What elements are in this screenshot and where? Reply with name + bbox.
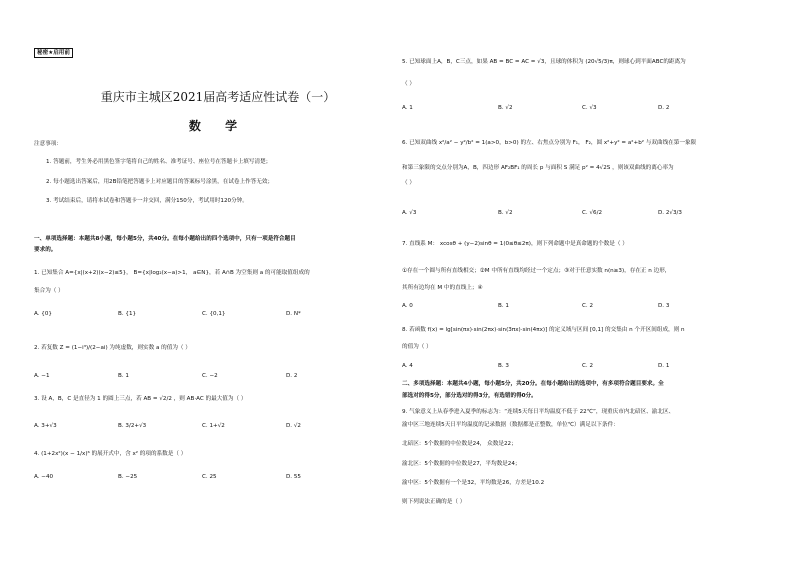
- q7-option-a[interactable]: A. 0: [402, 303, 413, 309]
- q1-stem-2: 集合为（ ）: [34, 288, 64, 294]
- q2-option-c[interactable]: C. −2: [202, 373, 218, 379]
- q1-option-b[interactable]: B. {1}: [118, 311, 137, 317]
- q3-option-d[interactable]: D. √2: [286, 423, 301, 429]
- q7-stem-2: ①存在一个圆与所有直线相交；②M 中所有直线均经过一个定点；③对于任意实数 n(n≥3)，存在正 n 边形，: [402, 268, 671, 274]
- confidential-badge: 秘密★启用前: [34, 48, 73, 58]
- q5-option-c[interactable]: C. √3: [582, 105, 597, 111]
- q3-option-b[interactable]: B. 3/2+√3: [118, 423, 147, 429]
- q7-option-b[interactable]: B. 1: [498, 303, 509, 309]
- q1-stem: 1. 已知集合 A={x|(x+2)(x−2)≤5}， B={x|log₂(x−a)>1， a∈N}，若 A∩B 为空集则 a 的可能取值组成的: [34, 270, 310, 276]
- q6-stem-3: （ ）: [402, 180, 415, 186]
- q1-option-d[interactable]: D. N*: [286, 311, 301, 317]
- subject-title: 数 学: [188, 119, 248, 133]
- left-column: [0, 0, 386, 561]
- note-3: 3. 考试结束后，请将本试卷和答题卡一并交回，满分150分，考试用时120分钟。: [46, 198, 248, 204]
- q2-option-d[interactable]: D. 2: [286, 373, 298, 379]
- note-2: 2. 每小题选出答案后，用2B铅笔把答题卡上对应题目的答案标号涂黑，在试卷上作答无效；: [46, 179, 274, 185]
- q5-option-d[interactable]: D. 2: [658, 105, 670, 111]
- q6-option-b[interactable]: B. √2: [498, 210, 513, 216]
- q6-option-d[interactable]: D. 2√3/3: [658, 210, 682, 216]
- q7-stem-3: 其所有边均在 M 中的直线上；④: [402, 285, 483, 291]
- q3-option-a[interactable]: A. 3+√3: [34, 423, 57, 429]
- q4-option-c[interactable]: C. 25: [202, 474, 217, 480]
- q9-stem: 9. 气象意义上从春季进入夏季的标志为：“连续5天每日平均温度不低于 22℃”，现重庆市内北碚区、渝北区、: [402, 409, 675, 415]
- q2-option-b[interactable]: B. 1: [118, 373, 129, 379]
- q2-option-a[interactable]: A. −1: [34, 373, 50, 379]
- q8-stem: 8. 若函数 f(x) = lg[sin(πx)·sin(2πx)·sin(3πx)·sin(4πx)] 的定义域与区间 [0,1] 的交集由 n 个开区间组成，则 n: [402, 327, 685, 333]
- note-1: 1. 答题前，考生务必用黑色签字笔将自己的姓名、准考证号、座位号在答题卡上填写清楚；: [46, 159, 272, 165]
- q8-option-b[interactable]: B. 3: [498, 363, 509, 369]
- q6-stem: 6. 已知双曲线 x²/a² − y²/b² = 1(a>0，b>0) 的左、右焦点分别为 F₁， F₂，圆 x²+y² = a²+b² 与双曲线在第一象限: [402, 140, 697, 146]
- q4-option-a[interactable]: A. −40: [34, 474, 54, 480]
- q4-option-b[interactable]: B. −25: [118, 474, 138, 480]
- notes-heading: 注意事项：: [34, 141, 62, 147]
- q5-option-b[interactable]: B. √2: [498, 105, 513, 111]
- q9-data-yuzhong: 渝中区：5个数据有一个是32，平均数是26，方差是10.2: [402, 480, 545, 486]
- q9-stem-2: 渝中区三地连续5天日平均温度的记录数据（数据都是正整数，单位℃）满足以下条件：: [402, 422, 619, 428]
- q4-option-d[interactable]: D. 55: [286, 474, 301, 480]
- q9-data-yubei: 渝北区：5个数据的中位数是27，平均数是24；: [402, 461, 521, 467]
- q2-stem: 2. 若复数 Z = (1−i³)/(2−ai) 为纯虚数，则实数 a 的值为（ ）: [34, 345, 191, 351]
- q3-option-c[interactable]: C. 1+√2: [202, 423, 225, 429]
- q9-data-beibei: 北碚区：5个数据的中位数是24， 众数是22；: [402, 441, 517, 447]
- q6-option-a[interactable]: A. √3: [402, 210, 417, 216]
- q1-option-a[interactable]: A. {0}: [34, 311, 52, 317]
- q8-stem-2: 的值为（ ）: [402, 344, 432, 350]
- q3-stem: 3. 设 A，B，C 是直径为 1 的圆上三点，若 AB = √2/2 ，则 AB·AC 的最大值为（ ）: [34, 396, 247, 402]
- q7-option-d[interactable]: D. 3: [658, 303, 670, 309]
- exam-title: 重庆市主城区2021届高考适应性试卷（一）: [100, 90, 336, 104]
- q5-option-a[interactable]: A. 1: [402, 105, 413, 111]
- section1-line1: 一、单项选择题：本题共8小题，每小题5分，共40分。在每小题给出的四个选项中，只有一项是符合题目: [34, 236, 296, 242]
- q5-stem: 5. 已知球面上A，B，C三点，如果 AB = BC = AC = √3，且球的体积为 (20√5/3)π，则球心到平面ABC的距离为: [402, 59, 686, 65]
- q4-stem: 4. (1+2x²)(x − 1/x)⁶ 的展开式中，含 x² 的项的系数是（ ）: [34, 451, 187, 457]
- section1-line2: 要求的。: [34, 247, 57, 253]
- q8-option-a[interactable]: A. 4: [402, 363, 413, 369]
- q9-question: 则下列说法正确的是（ ）: [402, 499, 466, 505]
- q1-option-c[interactable]: C. {0,1}: [202, 311, 226, 317]
- q8-option-c[interactable]: C. 2: [582, 363, 594, 369]
- q7-stem: 7. 直线系 M： xcosθ + (y−2)sinθ = 1(0≤θ≤2π)，则下列命题中是真命题的个数是（ ）: [402, 241, 628, 247]
- section2-line2: 部选对的得5分，部分选对的得3分，有选错的得0分。: [402, 393, 537, 399]
- q8-option-d[interactable]: D. 1: [658, 363, 670, 369]
- q5-stem-2: （ ）: [402, 81, 415, 87]
- section2-line1: 二、多项选择题：本题共4小题，每小题5分，共20分。在每小题给出的选项中，有多项符合题目要求。全: [402, 381, 664, 387]
- q6-option-c[interactable]: C. √6/2: [582, 210, 603, 216]
- q6-stem-2: 和第三象限的交点分别为A，B，四边形 AF₂BF₁ 的周长 p 与面积 S 满足 p² = 4√2S ，则该双曲线的离心率为: [402, 165, 674, 171]
- q7-option-c[interactable]: C. 2: [582, 303, 594, 309]
- right-column: [396, 0, 782, 561]
